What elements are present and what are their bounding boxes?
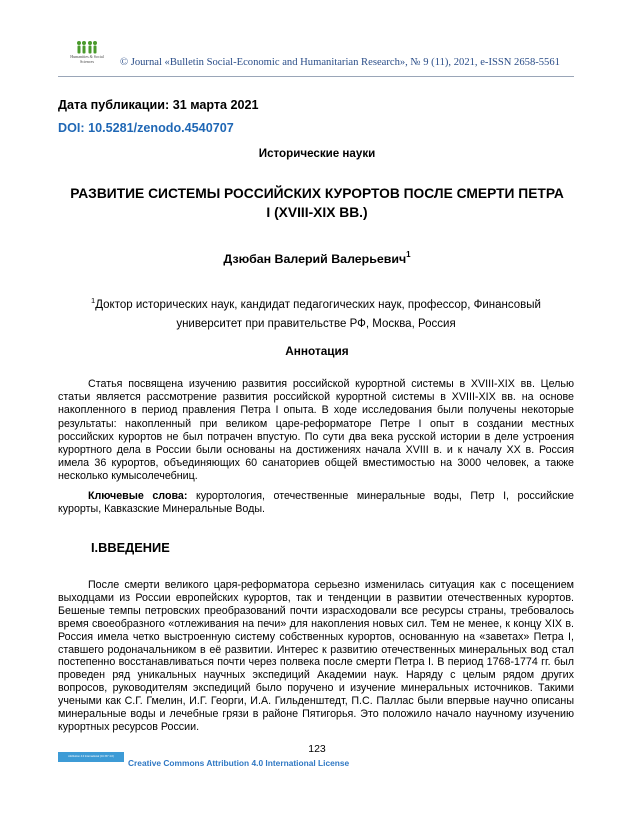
article-title: РАЗВИТИЕ СИСТЕМЫ РОССИЙСКИХ КУРОРТОВ ПОСЛЕ СМЕРТИ ПЕТРА I (XVIII-XIX ВВ.): [70, 186, 564, 220]
doi-link[interactable]: DOI: 10.5281/zenodo.4540707: [58, 121, 234, 135]
affiliation-footnote-mark: 1: [91, 296, 96, 305]
logo-text-line: Humanities & Social: [70, 54, 104, 59]
annotation-text: Статья посвящена изучению развития российской курортной системы в XVIII-XIX вв. Целью статьи является рассмотрение развития российской курортной системы в XVIII-XIX вв. на основе накопленного в период правления Петра I опыта. В ходе исследования были получены некоторые результаты: накопленный при великом царе-реформаторе Петре I опыт в создании местных российских курортов не был потрачен впустую. По сути два века русской истории в деле устроения курортного дела в России были основаны на достижениях начала XVIII в. и к началу XX в. Россия имела 36 курортов, объединяющих 60 санаториев общей вместимостью на 3000 человек, а также несколько кумысолечебниц.: [58, 378, 574, 483]
author-footnote-mark: 1: [406, 250, 411, 259]
publication-date: Дата публикации: 31 марта 2021: [58, 98, 259, 112]
intro-heading: I.ВВЕДЕНИЕ: [91, 540, 170, 555]
keywords-text: курортология, отечественные минеральные воды, Петр I, российские курорты, Кавказские Минеральные Воды.: [58, 490, 574, 516]
cc-license-badge[interactable]: Attribution 4.0 International (CC BY 4.0): [58, 752, 124, 762]
annotation-heading: Аннотация: [285, 344, 349, 358]
journal-citation: © Journal «Bulletin Social-Economic and Humanitarian Research», № 9 (11), 2021, e-ISSN 2658-5561: [120, 57, 560, 68]
affiliation-text: Доктор исторических наук, кандидат педагогических наук, профессор, Финансовый университет при правительстве РФ, Москва, Россия: [95, 298, 541, 330]
keywords-label: Ключевые слова:: [88, 490, 188, 502]
header-divider: [58, 76, 574, 77]
intro-text: После смерти великого царя-реформатора серьезно изменилась ситуация как с посещением выходцами из России европейских курортов, так и тенденции в развитии отечественных курортов. Бешеные темпы петровских преобразований почти израсходовали все ресурсы страны, требовалось время своеобразного «отлеживания на печи» для накопления новых сил. Тем не менее, к концу XIX в. Россия имела четко выстроенную систему собственных курортов, основанную на «заветах» Петра I, ставшего родоначальником в её развитии. Интерес к развитию отечественных минеральных вод стал постепенно восстанавливаться почти через полвека после смерти Петра I. В период 1768-1774 гг. был проведен ряд уникальных научных экспедиций Академии наук. Наряду с целым рядом других вопросов, руководителям экспедиций было поручено и изучение минеральных источников. Такими учеными как С.Г. Гмелин, И.Г. Георги, И.А. Гильденштедт, П.С. Паллас были впервые научно описаны минеральные воды и лечебные грязи в районе Пятигорья. Это положило начало научному изучению курортных ресурсов России.: [58, 579, 574, 733]
author-name: Дзюбан Валерий Валерьевич: [223, 252, 407, 267]
logo-text-line: Sciences: [80, 59, 94, 64]
people-icon: [74, 40, 100, 54]
affiliation: [58, 291, 574, 334]
page-number: 123: [308, 743, 326, 755]
keywords: [58, 490, 574, 516]
author-line: [0, 251, 634, 266]
journal-logo: [58, 38, 116, 72]
section-name: Исторические науки: [258, 147, 376, 160]
page-header: [58, 38, 574, 72]
license-link[interactable]: Creative Commons Attribution 4.0 International License: [128, 758, 350, 768]
